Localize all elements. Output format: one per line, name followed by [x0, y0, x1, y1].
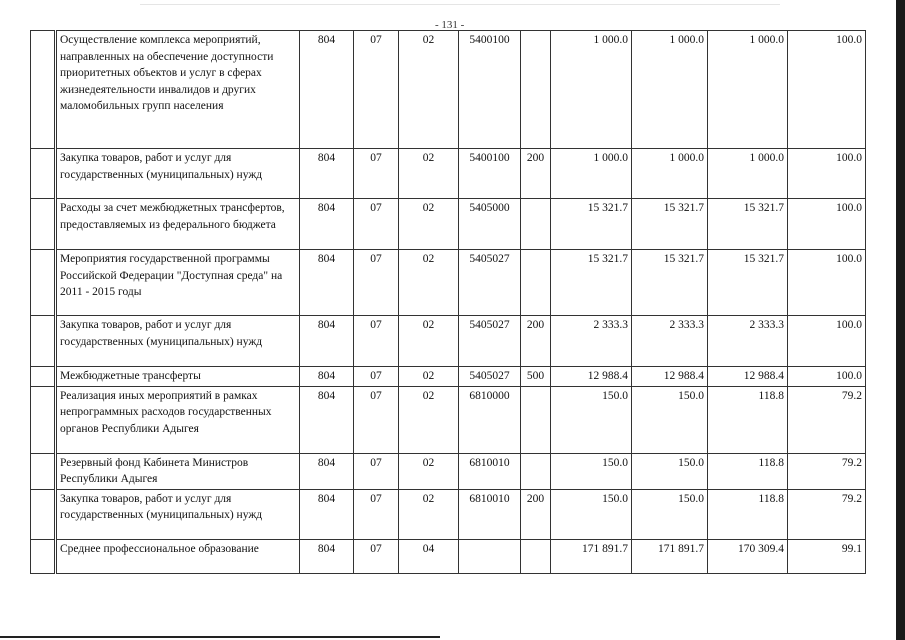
- refined-amount: 150.0: [632, 386, 708, 453]
- refined-amount: 15 321.7: [632, 199, 708, 250]
- expense-type-code: [521, 453, 551, 489]
- subsection-code: 02: [399, 149, 459, 199]
- subsection-code: 02: [399, 316, 459, 367]
- executed-amount: 15 321.7: [708, 250, 788, 316]
- section-code: 07: [354, 149, 399, 199]
- plan-amount: 171 891.7: [551, 539, 632, 573]
- plan-amount: 150.0: [551, 489, 632, 539]
- section-code: 07: [354, 453, 399, 489]
- plan-amount: 15 321.7: [551, 250, 632, 316]
- executed-amount: 2 333.3: [708, 316, 788, 367]
- target-code: 6810000: [459, 386, 521, 453]
- executed-amount: 1 000.0: [708, 149, 788, 199]
- expense-type-code: 500: [521, 367, 551, 387]
- subsection-code: 02: [399, 250, 459, 316]
- table-row: [31, 250, 866, 316]
- execution-percent: 100.0: [788, 316, 866, 367]
- row-name: Закупка товаров, работ и услуг для государственных (муниципальных) нужд: [56, 489, 300, 539]
- execution-percent: 100.0: [788, 31, 866, 149]
- ministry-code: 804: [300, 386, 354, 453]
- table-row: [31, 367, 866, 387]
- executed-amount: 12 988.4: [708, 367, 788, 387]
- section-code: 07: [354, 31, 399, 149]
- expense-type-code: [521, 386, 551, 453]
- page-number: - 131 -: [435, 19, 465, 31]
- target-code: 6810010: [459, 453, 521, 489]
- row-name: Межбюджетные трансферты: [56, 367, 300, 387]
- scan-edge-shadow: [896, 0, 905, 640]
- section-code: 07: [354, 386, 399, 453]
- refined-amount: 15 321.7: [632, 250, 708, 316]
- refined-amount: 12 988.4: [632, 367, 708, 387]
- subsection-code: 02: [399, 199, 459, 250]
- row-name: Мероприятия государственной программы Российской Федерации "Доступная среда" на 2011 - 2015 годы: [56, 250, 300, 316]
- expense-type-code: [521, 31, 551, 149]
- expense-type-code: [521, 199, 551, 250]
- plan-amount: 2 333.3: [551, 316, 632, 367]
- plan-amount: 150.0: [551, 453, 632, 489]
- section-code: 07: [354, 539, 399, 573]
- target-code: 5405027: [459, 316, 521, 367]
- execution-percent: 100.0: [788, 149, 866, 199]
- ministry-code: 804: [300, 539, 354, 573]
- expense-type-code: 200: [521, 316, 551, 367]
- target-code: [459, 539, 521, 573]
- plan-amount: 12 988.4: [551, 367, 632, 387]
- table-body: [31, 31, 866, 574]
- plan-amount: 1 000.0: [551, 31, 632, 149]
- table-row: [31, 489, 866, 539]
- table-row: [31, 386, 866, 453]
- table-row: [31, 31, 866, 149]
- executed-amount: 15 321.7: [708, 199, 788, 250]
- row-name: Закупка товаров, работ и услуг для государственных (муниципальных) нужд: [56, 316, 300, 367]
- plan-amount: 1 000.0: [551, 149, 632, 199]
- ministry-code: 804: [300, 149, 354, 199]
- executed-amount: 118.8: [708, 453, 788, 489]
- refined-amount: 1 000.0: [632, 149, 708, 199]
- table-row: [31, 453, 866, 489]
- section-code: 07: [354, 367, 399, 387]
- row-name: Реализация иных мероприятий в рамках непрограммных расходов государственных органов Республики Адыгея: [56, 386, 300, 453]
- section-code: 07: [354, 250, 399, 316]
- refined-amount: 150.0: [632, 453, 708, 489]
- table-row: [31, 316, 866, 367]
- target-code: 5400100: [459, 149, 521, 199]
- execution-percent: 79.2: [788, 453, 866, 489]
- plan-amount: 150.0: [551, 386, 632, 453]
- section-code: 07: [354, 199, 399, 250]
- row-name: Закупка товаров, работ и услуг для государственных (муниципальных) нужд: [56, 149, 300, 199]
- budget-table-container: [30, 30, 865, 574]
- ministry-code: 804: [300, 199, 354, 250]
- execution-percent: 79.2: [788, 386, 866, 453]
- refined-amount: 150.0: [632, 489, 708, 539]
- ministry-code: 804: [300, 453, 354, 489]
- subsection-code: 02: [399, 31, 459, 149]
- subsection-code: 02: [399, 367, 459, 387]
- row-name: Осуществление комплекса мероприятий, направленных на обеспечение доступности приоритетных объектов и услуг в сферах жизнедеятельности инвалидов и других маломобильных групп населения: [56, 31, 300, 149]
- execution-percent: 100.0: [788, 250, 866, 316]
- execution-percent: 99.1: [788, 539, 866, 573]
- scan-artifact-bottom: [0, 636, 440, 638]
- executed-amount: 1 000.0: [708, 31, 788, 149]
- table-row: [31, 539, 866, 573]
- expense-type-code: 200: [521, 489, 551, 539]
- ministry-code: 804: [300, 31, 354, 149]
- section-code: 07: [354, 489, 399, 539]
- subsection-code: 02: [399, 489, 459, 539]
- execution-percent: 100.0: [788, 367, 866, 387]
- budget-execution-table: [30, 30, 866, 574]
- executed-amount: 170 309.4: [708, 539, 788, 573]
- subsection-code: 04: [399, 539, 459, 573]
- execution-percent: 79.2: [788, 489, 866, 539]
- subsection-code: 02: [399, 386, 459, 453]
- expense-type-code: [521, 539, 551, 573]
- target-code: 5405027: [459, 367, 521, 387]
- subsection-code: 02: [399, 453, 459, 489]
- expense-type-code: 200: [521, 149, 551, 199]
- ministry-code: 804: [300, 316, 354, 367]
- table-row: [31, 149, 866, 199]
- scan-artifact-top: [140, 4, 780, 5]
- executed-amount: 118.8: [708, 489, 788, 539]
- refined-amount: 2 333.3: [632, 316, 708, 367]
- target-code: 5400100: [459, 31, 521, 149]
- ministry-code: 804: [300, 489, 354, 539]
- refined-amount: 1 000.0: [632, 31, 708, 149]
- plan-amount: 15 321.7: [551, 199, 632, 250]
- ministry-code: 804: [300, 250, 354, 316]
- row-name: Расходы за счет межбюджетных трансфертов, предоставляемых из федерального бюджета: [56, 199, 300, 250]
- execution-percent: 100.0: [788, 199, 866, 250]
- row-name: Резервный фонд Кабинета Министров Республики Адыгея: [56, 453, 300, 489]
- section-code: 07: [354, 316, 399, 367]
- executed-amount: 118.8: [708, 386, 788, 453]
- target-code: 5405000: [459, 199, 521, 250]
- ministry-code: 804: [300, 367, 354, 387]
- table-row: [31, 199, 866, 250]
- target-code: 6810010: [459, 489, 521, 539]
- row-name: Среднее профессиональное образование: [56, 539, 300, 573]
- expense-type-code: [521, 250, 551, 316]
- target-code: 5405027: [459, 250, 521, 316]
- refined-amount: 171 891.7: [632, 539, 708, 573]
